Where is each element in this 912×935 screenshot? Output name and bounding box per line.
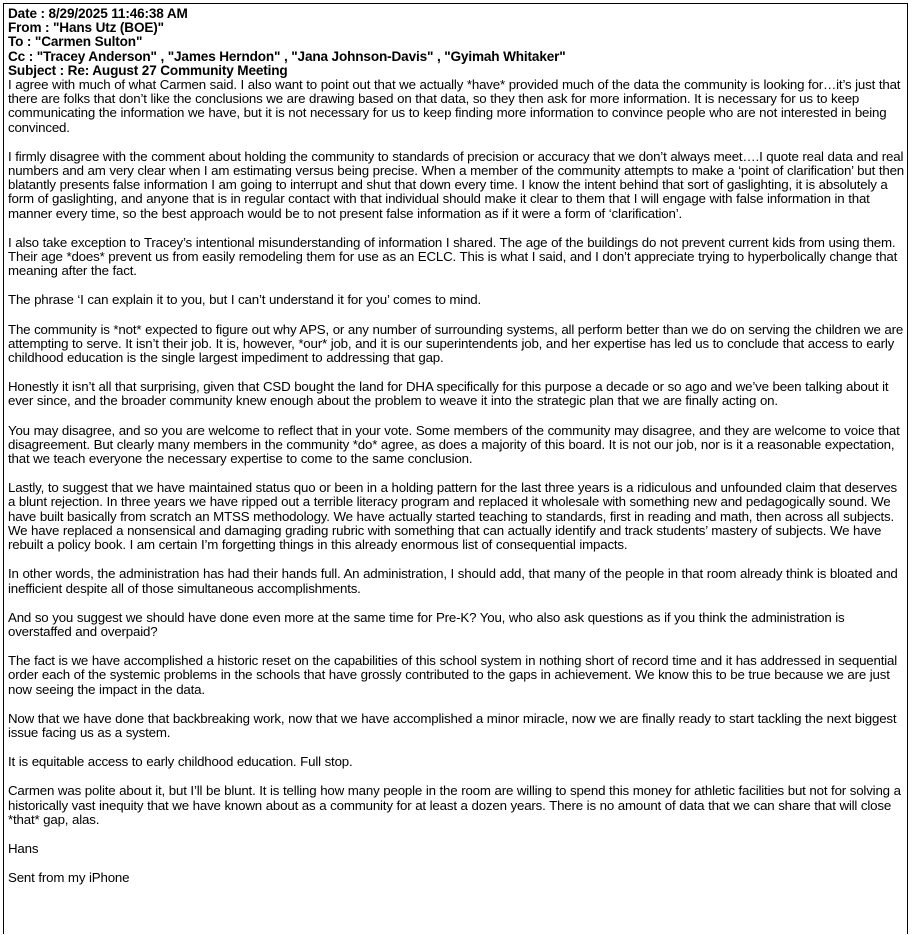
- email-header: [8, 7, 904, 78]
- date-line: Date : 8/29/2025 11:46:38 AM: [8, 6, 188, 21]
- to-line: To : "Carmen Sulton": [8, 34, 143, 50]
- body-paragraph: The phrase ‘I can explain it to you, but I can’t understand it for you’ comes to mind.: [8, 292, 482, 308]
- body-paragraph: The fact is we have accomplished a historic reset on the capabilities of this school system in nothing short of record time and it has addressed in sequential order each of the systemic problems in the schools that have grossly contributed to the gaps in achievement. We know this to be true because we are just now seeing the impact in the data.: [8, 653, 898, 697]
- body-paragraph: I also take exception to Tracey’s intentional misunderstanding of information I shared. The age of the buildings do not prevent current kids from using them. Their age *does* prevent us from easily remodeling them for use as an ECLC. This is what I said, and I don’t appreciate trying to hyperbolically change that meaning after the fact.: [8, 234, 898, 279]
- body-paragraph: Lastly, to suggest that we have maintained status quo or been in a holding pattern for the last three years is a ridiculous and unfounded claim that deserves a blunt rejection. In three years we have ripped out a terrible literacy program and replaced it wholesale with something new and pedagogically sound. We have built basically from scratch an MTSS methodology. We have actually started teaching to standards, first in reading and math, then across all subjects. We have replaced a nonsensical and damaging grading rubric with something that can actually identify and track students’ mastery of subjects. We have rebuilt a policy book. I am certain I’m forgetting things in this already enormous list of consequential impacts.: [8, 480, 898, 553]
- body-paragraph: Now that we have done that backbreaking work, now that we have accomplished a minor miracle, now we are finally ready to start tackling the next biggest issue facing us as a system.: [8, 710, 897, 740]
- subject-line: Subject : Re: August 27 Community Meeting: [8, 62, 288, 78]
- body-paragraph: You may disagree, and so you are welcome to reflect that in your vote. Some members of the community may disagree, and they are welcome to voice that disagreement. But clearly many members in the community *do* agree, as does a majority of this board. It is not our job, nor is it a reasonable expectation, that we teach everyone the necessary expertise to come to the same conclusion.: [8, 422, 900, 467]
- body-paragraph: I firmly disagree with the comment about holding the community to standards of precision or accuracy that we don’t always meet….I quote real data and real numbers and am very clear when I am estimating versus being precise. When a member of the community attempts to make a ‘point of clarification’ but then blatantly presents false information I am going to interrupt and shut that down every time. I know the intent behind that sort of gaslighting, it is absolutely a form of gaslighting, and anyone that is in regular contact with that individual should make it clear to them that I will engage with false information in that manner every time, so the best approach would be to not present false information as if it were a form of ‘clarification’.: [8, 148, 904, 221]
- body-paragraph: And so you suggest we should have done even more at the same time for Pre-K? You, who also ask questions as if you think the administration is overstaffed and overpaid?: [8, 609, 845, 639]
- body-paragraph: In other words, the administration has had their hands full. An administration, I should add, that many of the people in that room already think is bloated and inefficient despite all of those simultaneous accomplishments.: [8, 566, 898, 596]
- body-paragraph: The community is *not* expected to figure out why APS, or any number of surrounding systems, all perform better than we do on serving the children we are attempting to serve. It isn’t their job. It is, however, *our* job, and it is our superintendents job, and her expertise has led us to conclude that access to early childhood education is the single largest impediment to addressing that gap.: [8, 321, 904, 366]
- cc-line: Cc : "Tracey Anderson" , "James Herndon" , "Jana Johnson-Davis" , "Gyimah Whitaker": [8, 48, 566, 64]
- body-paragraph: I agree with much of what Carmen said. I also want to point out that we actually *have* provided much of the data the community is looking for…it’s just that there are folks that don’t like the conclusions we are drawing based on that data, so they then ask for more information. It is necessary for us to keep communicating the information we have, but it is not necessary for us to keep finding more information to convince people who are not interested in being convinced.: [8, 77, 901, 135]
- email-body: [8, 78, 904, 885]
- signature: Hans: [8, 840, 39, 856]
- body-paragraph: It is equitable access to early childhood education. Full stop.: [8, 754, 353, 770]
- sent-from-footer: Sent from my iPhone: [8, 870, 130, 886]
- from-line: From : "Hans Utz (BOE)": [8, 20, 164, 36]
- email-printout: [8, 7, 904, 900]
- body-paragraph: Honestly it isn’t all that surprising, given that CSD bought the land for DHA specifically for this purpose a decade or so ago and we’ve been talking about it ever since, and the broader community knew enough about the problem to weave it into the strategic plan that we are finally acting on.: [8, 379, 889, 409]
- body-paragraph: Carmen was polite about it, but I’ll be blunt. It is telling how many people in the room are willing to spend this money for athletic facilities but not for solving a historically vast inequity that we have known about as a community for at least a dozen years. There is no amount of data that we can share that will close *that* gap, alas.: [8, 783, 901, 827]
